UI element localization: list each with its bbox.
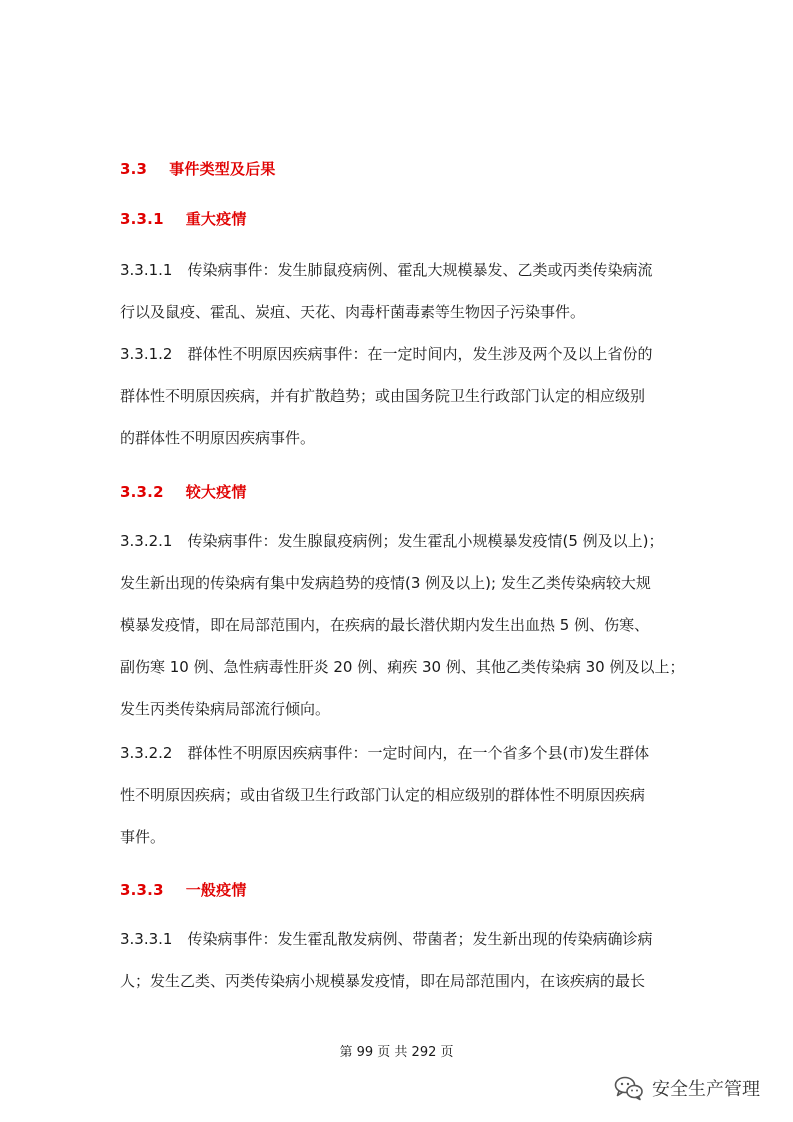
paragraph-line: 人；发生乙类、丙类传染病小规模暴发疫情，即在局部范围内，在该疾病的最长 [120,972,646,990]
paragraph-line: 行以及鼠疫、霍乱、炭疽、天花、肉毒杆菌毒素等生物因子污染事件。 [120,303,586,321]
paragraph-line: 发生丙类传染病局部流行倾向。 [120,700,331,718]
section-title: 重大疫情 [185,210,247,228]
section-heading-3-3-3 [120,879,247,900]
paragraph-line: 模暴发疫情，即在局部范围内，在疾病的最长潜伏期内发生出血热 5 例、伤寒、 [120,616,650,634]
paragraph-3-3-2-1 [120,520,685,730]
section-title: 较大疫情 [185,483,247,501]
section-number: 3.3.1 [120,210,164,228]
section-number: 3.3.3 [120,881,164,899]
account-watermark [614,1072,760,1104]
section-title: 事件类型及后果 [169,160,276,178]
paragraph-3-3-1-2 [120,333,676,459]
section-title: 一般疫情 [185,881,247,899]
paragraph-line: 群体性不明原因疾病，并有扩散趋势；或由国务院卫生行政部门认定的相应级别 [120,387,646,405]
paragraph-line: 3.3.3.1 传染病事件：发生霍乱散发病例、带菌者；发生新出现的传染病确诊病 [120,930,653,948]
paragraph-line: 3.3.2.1 传染病事件：发生腺鼠疫病例；发生霍乱小规模暴发疫情(5 例及以上)； [120,532,664,550]
section-number: 3.3 [120,160,148,178]
paragraph-line: 3.3.1.2 群体性不明原因疾病事件：在一定时间内，发生涉及两个及以上省份的 [120,345,653,363]
wechat-icon [614,1075,644,1101]
paragraph-line: 副伤寒 10 例、急性病毒性肝炎 20 例、痢疾 30 例、其他乙类传染病 30 例及以上； [120,658,685,676]
paragraph-3-3-1-1 [120,249,676,333]
section-heading-3-3 [120,158,276,179]
page-number-footer: 第 99 页 共 292 页 [339,1045,454,1060]
paragraph-line: 发生新出现的传染病有集中发病趋势的疫情(3 例及以上); 发生乙类传染病较大规 [120,574,651,592]
paragraph-line: 3.3.1.1 传染病事件：发生肺鼠疫病例、霍乱大规模暴发、乙类或丙类传染病流 [120,261,653,279]
paragraph-line: 事件。 [120,828,166,846]
paragraph-3-3-3-1 [120,918,676,1002]
section-heading-3-3-2 [120,481,247,502]
paragraph-line: 性不明原因疾病；或由省级卫生行政部门认定的相应级别的群体性不明原因疾病 [120,786,646,804]
watermark-text: 安全生产管理 [652,1079,760,1100]
section-heading-3-3-1 [120,208,247,229]
section-number: 3.3.2 [120,483,164,501]
paragraph-line: 的群体性不明原因疾病事件。 [120,429,316,447]
paragraph-3-3-2-2 [120,732,676,858]
paragraph-line: 3.3.2.2 群体性不明原因疾病事件：一定时间内，在一个省多个县(市)发生群体 [120,744,650,762]
